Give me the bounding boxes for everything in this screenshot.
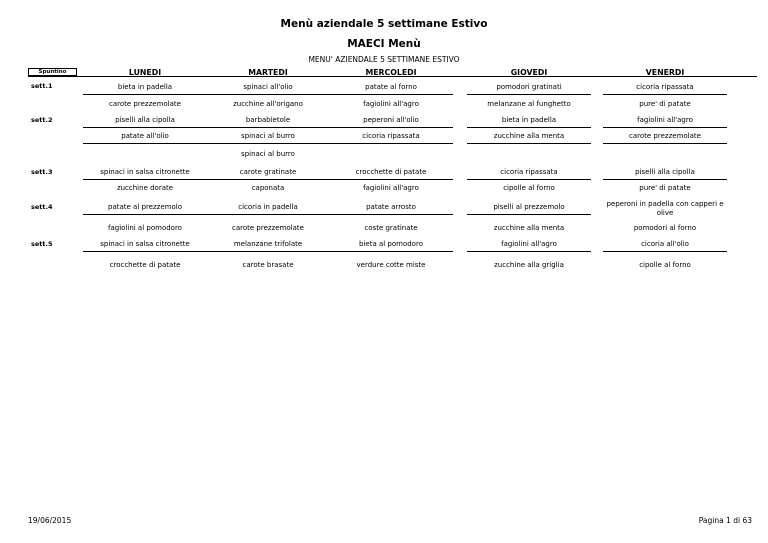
menu-cell: barbabietole [245, 116, 291, 124]
cell-underline [603, 143, 727, 144]
cell-underline [603, 94, 727, 95]
cell-underline [467, 94, 591, 95]
cell-underline [467, 179, 591, 180]
menu-cell: patate arrosto [366, 203, 416, 211]
cell-underline [83, 179, 207, 180]
cell-underline [83, 251, 207, 252]
cell-underline [603, 251, 727, 252]
week-label: sett.2 [31, 116, 53, 124]
menu-cell: pure' di patate [639, 100, 691, 108]
cell-underline [206, 179, 330, 180]
day-header-mercoledi: MERCOLEDI [365, 68, 417, 77]
day-header-lunedi: LUNEDI [128, 68, 162, 77]
menu-cell: spinaci in salsa citronette [100, 240, 190, 248]
menu-cell: spinaci al burro [241, 150, 295, 158]
cell-underline [329, 251, 453, 252]
menu-cell: fagiolini all'agro [363, 100, 419, 108]
menu-cell: melanzane al funghetto [487, 100, 571, 108]
menu-cell: zucchine dorate [116, 184, 174, 192]
menu-cell: patate al forno [365, 83, 417, 91]
cell-underline [206, 251, 330, 252]
menu-cell: bieta al pomodoro [359, 240, 423, 248]
menu-cell: verdure cotte miste [356, 261, 426, 269]
menu-cell: piselli al prezzemolo [493, 203, 565, 211]
menu-cell: carote brasate [242, 261, 294, 269]
menu-cell: peperoni all'olio [363, 116, 419, 124]
menu-cell: carote prezzemolate [232, 224, 304, 232]
cell-underline [206, 143, 330, 144]
corner-label: Spuntino [28, 68, 77, 76]
menu-cell: zucchine all'origano [233, 100, 303, 108]
menu-cell: cicoria all'olio [641, 240, 689, 248]
menu-cell: cipolle al forno [503, 184, 555, 192]
menu-cell: crocchette di patate [109, 261, 181, 269]
cell-underline [467, 143, 591, 144]
cell-underline [206, 214, 330, 215]
menu-cell: pomodori gratinati [496, 83, 562, 91]
menu-cell: piselli alla cipolla [635, 168, 695, 176]
cell-underline [329, 143, 453, 144]
menu-cell: peperoni in padella con capperi e olive [606, 200, 724, 217]
cell-underline [467, 251, 591, 252]
cell-underline [329, 214, 453, 215]
cell-underline [83, 127, 207, 128]
menu-cell: caponata [251, 184, 285, 192]
menu-cell: zucchine alla griglia [494, 261, 564, 269]
menu-cell: pomodori al forno [633, 224, 697, 232]
menu-cell: fagiolini al pomodoro [108, 224, 182, 232]
menu-cell: fagiolini all'agro [501, 240, 557, 248]
cell-underline [206, 94, 330, 95]
cell-underline [603, 127, 727, 128]
menu-cell: zucchine alla menta [493, 224, 565, 232]
menu-cell: pure' di patate [639, 184, 691, 192]
menu-cell: spinaci in salsa citronette [100, 168, 190, 176]
menu-cell: spinaci al burro [241, 132, 295, 140]
menu-cell: bieta in padella [501, 116, 557, 124]
week-label: sett.4 [31, 203, 53, 211]
cell-underline [329, 94, 453, 95]
cell-underline [83, 214, 207, 215]
menu-cell: zucchine alla menta [493, 132, 565, 140]
menu-cell: coste gratinate [364, 224, 418, 232]
cell-underline [206, 127, 330, 128]
menu-cell: cicoria ripassata [500, 168, 558, 176]
menu-cell: melanzane trifolate [233, 240, 303, 248]
menu-cell: crocchette di patate [355, 168, 427, 176]
week-label: sett.1 [31, 82, 53, 90]
menu-cell: bieta in padella [117, 83, 173, 91]
menu-cell: piselli alla cipolla [115, 116, 175, 124]
day-header-giovedi: GIOVEDI [510, 68, 548, 77]
menu-cell: fagiolini all'agro [363, 184, 419, 192]
page-title: Menù aziendale 5 settimane Estivo [280, 18, 488, 30]
page-subtitle: MAECI Menù [347, 38, 421, 50]
cell-underline [467, 214, 591, 215]
menu-cell: patate all'olio [121, 132, 169, 140]
cell-underline [329, 179, 453, 180]
day-header-venerdi: VENERDI [645, 68, 685, 77]
menu-cell: spinaci all'olio [243, 83, 293, 91]
day-header-martedi: MARTEDI [248, 68, 288, 77]
menu-cell: cicoria ripassata [636, 83, 694, 91]
menu-cell: cicoria ripassata [362, 132, 420, 140]
footer-date: 19/06/2015 [28, 516, 72, 525]
menu-cell: carote prezzemolate [629, 132, 701, 140]
week-label: sett.5 [31, 240, 53, 248]
menu-cell: carote gratinate [239, 168, 297, 176]
menu-cell: carote prezzemolate [109, 100, 181, 108]
menu-cell: cicoria in padella [238, 203, 298, 211]
week-label: sett.3 [31, 168, 53, 176]
footer-page-number: Pagina 1 di 63 [698, 516, 752, 525]
cell-underline [83, 143, 207, 144]
menu-cell: fagiolini all'agro [637, 116, 693, 124]
table-caption: MENU' AZIENDALE 5 SETTIMANE ESTIVO [308, 55, 460, 64]
menu-cell: cipolle al forno [639, 261, 691, 269]
cell-underline [329, 127, 453, 128]
menu-cell: patate al prezzemolo [108, 203, 182, 211]
cell-underline [467, 127, 591, 128]
cell-underline [83, 94, 207, 95]
cell-underline [603, 179, 727, 180]
